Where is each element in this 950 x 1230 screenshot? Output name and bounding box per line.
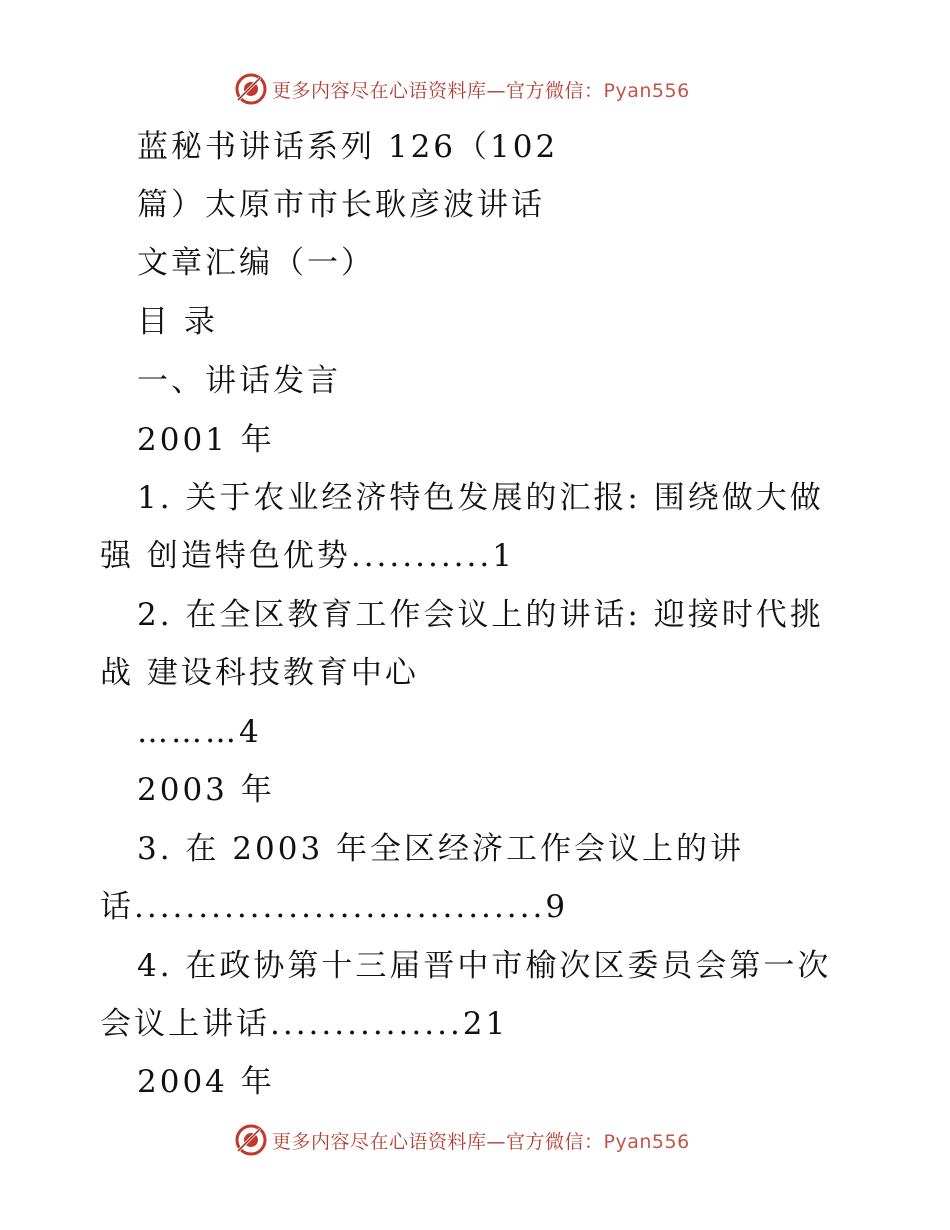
toc-entry-line: 1. 关于农业经济特色发展的汇报: 围绕做大做 <box>137 480 824 516</box>
title-line-1: 蓝秘书讲话系列 126（102 <box>137 129 559 165</box>
toc-entry-line: ………4 <box>137 714 262 750</box>
toc-entry-line: 4. 在政协第十三届晋中市榆次区委员会第一次 <box>137 948 832 984</box>
toc-entry-line: 话................................9 <box>100 889 569 925</box>
toc-heading: 目 录 <box>137 304 218 340</box>
title-line-3: 文章汇编（一） <box>137 245 375 281</box>
toc-entry-line: 会议上讲话...............21 <box>100 1006 509 1042</box>
year-heading: 2004 年 <box>137 1064 275 1100</box>
toc-entry-line: 强 创造特色优势...........1 <box>100 538 515 574</box>
banner-text: 更多内容尽在心语资料库—官方微信：Pyan556 <box>272 1130 690 1153</box>
banner-text: 更多内容尽在心语资料库—官方微信：Pyan556 <box>272 79 690 102</box>
toc-entry-line: 2. 在全区教育工作会议上的讲话: 迎接时代挑 <box>137 597 824 633</box>
brand-logo-icon <box>234 1123 268 1157</box>
section-heading: 一、讲话发言 <box>137 363 341 399</box>
title-line-2: 篇）太原市市长耿彦波讲话 <box>137 187 545 223</box>
year-heading: 2001 年 <box>137 422 275 458</box>
toc-entry-line: 战 建设科技教育中心 <box>100 655 419 691</box>
brand-logo-icon <box>234 72 268 106</box>
year-heading: 2003 年 <box>137 772 275 808</box>
toc-entry-line: 3. 在 2003 年全区经济工作会议上的讲 <box>137 831 745 867</box>
footer-banner <box>234 1123 690 1157</box>
header-banner <box>234 72 690 106</box>
